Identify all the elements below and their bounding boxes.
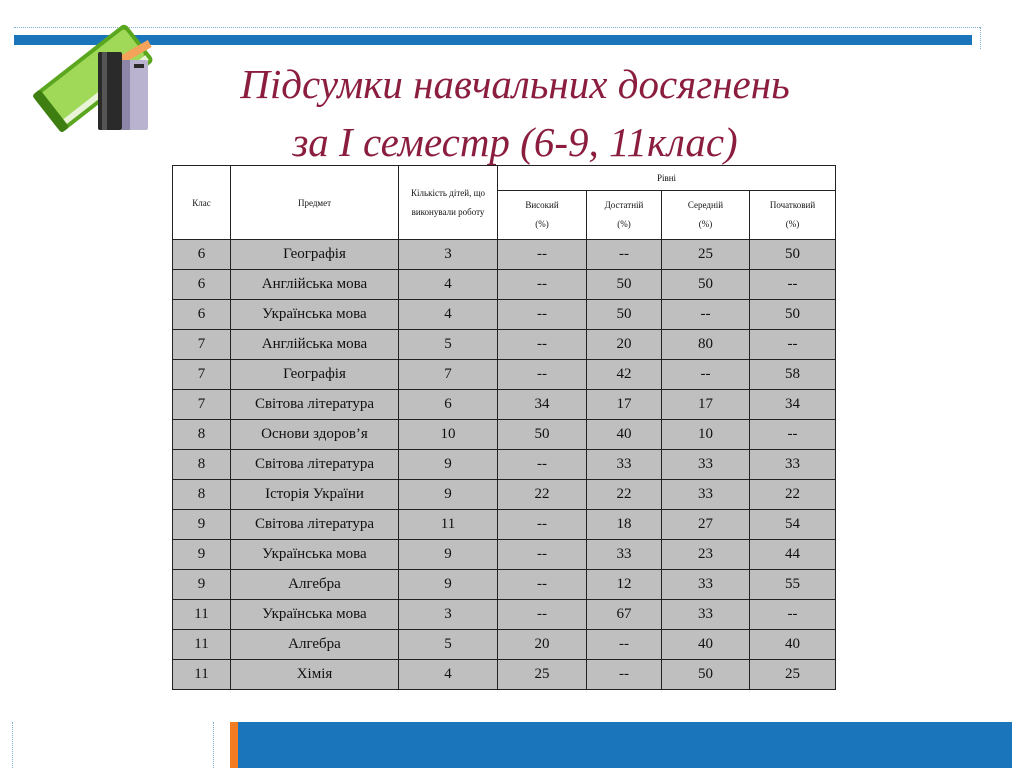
header-initial <box>750 191 836 240</box>
cell-class: 7 <box>173 330 231 360</box>
cell-medium: 40 <box>662 630 750 660</box>
header-medium <box>662 191 750 240</box>
cell-count: 11 <box>399 510 498 540</box>
cell-high: -- <box>498 570 587 600</box>
cell-count: 9 <box>399 480 498 510</box>
cell-sufficient: 33 <box>587 540 662 570</box>
cell-subject: Англійська мова <box>231 270 399 300</box>
cell-high: -- <box>498 450 587 480</box>
cell-class: 11 <box>173 660 231 690</box>
header-count-line-1: Кількість дітей, що <box>410 187 485 198</box>
cell-initial: -- <box>750 330 836 360</box>
cell-initial: 22 <box>750 480 836 510</box>
bottom-mid-dotted-line <box>213 722 214 768</box>
cell-class: 11 <box>173 630 231 660</box>
header-class: Клас <box>173 166 231 240</box>
cell-sufficient: 22 <box>587 480 662 510</box>
cell-class: 9 <box>173 540 231 570</box>
cell-high: 22 <box>498 480 587 510</box>
cell-sufficient: 50 <box>587 270 662 300</box>
cell-class: 8 <box>173 420 231 450</box>
header-count-line-2: виконували роботу <box>411 206 485 217</box>
cell-initial: 55 <box>750 570 836 600</box>
cell-high: -- <box>498 240 587 270</box>
bottom-accent-bar <box>230 722 1012 768</box>
table-row <box>173 390 836 420</box>
cell-medium: 80 <box>662 330 750 360</box>
header-high <box>498 191 587 240</box>
cell-initial: -- <box>750 420 836 450</box>
cell-sufficient: -- <box>587 630 662 660</box>
header-count <box>399 166 498 240</box>
cell-high: -- <box>498 600 587 630</box>
table-row <box>173 540 836 570</box>
cell-medium: 27 <box>662 510 750 540</box>
cell-high: -- <box>498 330 587 360</box>
cell-initial: 33 <box>750 450 836 480</box>
cell-initial: 40 <box>750 630 836 660</box>
cell-medium: 33 <box>662 480 750 510</box>
header-sufficient-unit: (%) <box>617 219 631 229</box>
table-row <box>173 270 836 300</box>
cell-count: 6 <box>399 390 498 420</box>
header-initial-unit: (%) <box>785 219 800 229</box>
cell-medium: 25 <box>662 240 750 270</box>
cell-medium: -- <box>662 300 750 330</box>
cell-class: 6 <box>173 240 231 270</box>
header-sufficient <box>587 191 662 240</box>
cell-medium: -- <box>662 360 750 390</box>
cell-subject: Світова література <box>231 450 399 480</box>
cell-sufficient: 40 <box>587 420 662 450</box>
cell-sufficient: -- <box>587 660 662 690</box>
header-medium-unit: (%) <box>698 219 713 229</box>
cell-count: 10 <box>399 420 498 450</box>
cell-subject: Алгебра <box>231 570 399 600</box>
cell-count: 4 <box>399 270 498 300</box>
table-row <box>173 660 836 690</box>
cell-medium: 17 <box>662 390 750 420</box>
header-subject: Предмет <box>231 166 399 240</box>
table-row <box>173 510 836 540</box>
cell-subject: Світова література <box>231 390 399 420</box>
cell-sufficient: 50 <box>587 300 662 330</box>
cell-initial: 50 <box>750 300 836 330</box>
cell-class: 6 <box>173 270 231 300</box>
header-high-unit: (%) <box>535 219 549 229</box>
page-title <box>180 55 850 171</box>
cell-subject: Алгебра <box>231 630 399 660</box>
cell-high: -- <box>498 300 587 330</box>
cell-count: 5 <box>399 330 498 360</box>
cell-count: 4 <box>399 300 498 330</box>
cell-initial: 50 <box>750 240 836 270</box>
cell-sufficient: -- <box>587 240 662 270</box>
table-row <box>173 630 836 660</box>
cell-count: 9 <box>399 570 498 600</box>
header-sufficient-label: Достатній <box>604 200 644 210</box>
cell-initial: 44 <box>750 540 836 570</box>
cell-class: 7 <box>173 390 231 420</box>
right-dotted-line <box>980 27 981 49</box>
cell-subject: Українська мова <box>231 600 399 630</box>
cell-high: 34 <box>498 390 587 420</box>
cell-class: 9 <box>173 570 231 600</box>
cell-sufficient: 67 <box>587 600 662 630</box>
table-row <box>173 570 836 600</box>
cell-sufficient: 33 <box>587 450 662 480</box>
cell-count: 5 <box>399 630 498 660</box>
cell-medium: 33 <box>662 450 750 480</box>
cell-subject: Історія України <box>231 480 399 510</box>
books-icon <box>18 4 168 132</box>
title-line-1: Підсумки навчальних досягнень <box>240 61 790 107</box>
cell-high: 50 <box>498 420 587 450</box>
cell-initial: 54 <box>750 510 836 540</box>
cell-medium: 23 <box>662 540 750 570</box>
cell-high: -- <box>498 270 587 300</box>
cell-initial: 58 <box>750 360 836 390</box>
cell-count: 7 <box>399 360 498 390</box>
bottom-left-dotted-line <box>12 722 13 768</box>
cell-high: -- <box>498 540 587 570</box>
cell-medium: 33 <box>662 570 750 600</box>
cell-medium: 33 <box>662 600 750 630</box>
cell-subject: Англійська мова <box>231 330 399 360</box>
cell-sufficient: 20 <box>587 330 662 360</box>
table-row <box>173 240 836 270</box>
cell-medium: 10 <box>662 420 750 450</box>
cell-class: 6 <box>173 300 231 330</box>
bottom-orange-accent <box>230 722 238 768</box>
title-line-2: за І семестр (6-9, 11клас) <box>292 119 738 165</box>
header-initial-label: Початковий <box>769 200 816 210</box>
cell-initial: -- <box>750 270 836 300</box>
cell-count: 3 <box>399 240 498 270</box>
cell-class: 8 <box>173 480 231 510</box>
header-levels: Рівні <box>498 166 836 191</box>
table-row <box>173 330 836 360</box>
cell-initial: 25 <box>750 660 836 690</box>
cell-class: 7 <box>173 360 231 390</box>
cell-subject: Географія <box>231 240 399 270</box>
table-row <box>173 300 836 330</box>
cell-subject: Українська мова <box>231 540 399 570</box>
table-row <box>173 450 836 480</box>
header-medium-label: Середній <box>687 200 724 210</box>
cell-class: 11 <box>173 600 231 630</box>
cell-sufficient: 18 <box>587 510 662 540</box>
cell-sufficient: 17 <box>587 390 662 420</box>
cell-subject: Хімія <box>231 660 399 690</box>
cell-class: 8 <box>173 450 231 480</box>
header-high-label: Високий <box>525 200 559 210</box>
cell-subject: Світова література <box>231 510 399 540</box>
table-row <box>173 420 836 450</box>
cell-count: 4 <box>399 660 498 690</box>
cell-medium: 50 <box>662 270 750 300</box>
results-table <box>172 165 836 690</box>
cell-count: 3 <box>399 600 498 630</box>
cell-subject: Основи здоров’я <box>231 420 399 450</box>
cell-initial: -- <box>750 600 836 630</box>
cell-high: 25 <box>498 660 587 690</box>
cell-subject: Географія <box>231 360 399 390</box>
table-row <box>173 600 836 630</box>
table-row <box>173 480 836 510</box>
cell-initial: 34 <box>750 390 836 420</box>
cell-subject: Українська мова <box>231 300 399 330</box>
cell-count: 9 <box>399 450 498 480</box>
cell-high: -- <box>498 510 587 540</box>
cell-medium: 50 <box>662 660 750 690</box>
cell-sufficient: 42 <box>587 360 662 390</box>
cell-sufficient: 12 <box>587 570 662 600</box>
table-row <box>173 360 836 390</box>
cell-class: 9 <box>173 510 231 540</box>
cell-high: -- <box>498 360 587 390</box>
cell-high: 20 <box>498 630 587 660</box>
cell-count: 9 <box>399 540 498 570</box>
